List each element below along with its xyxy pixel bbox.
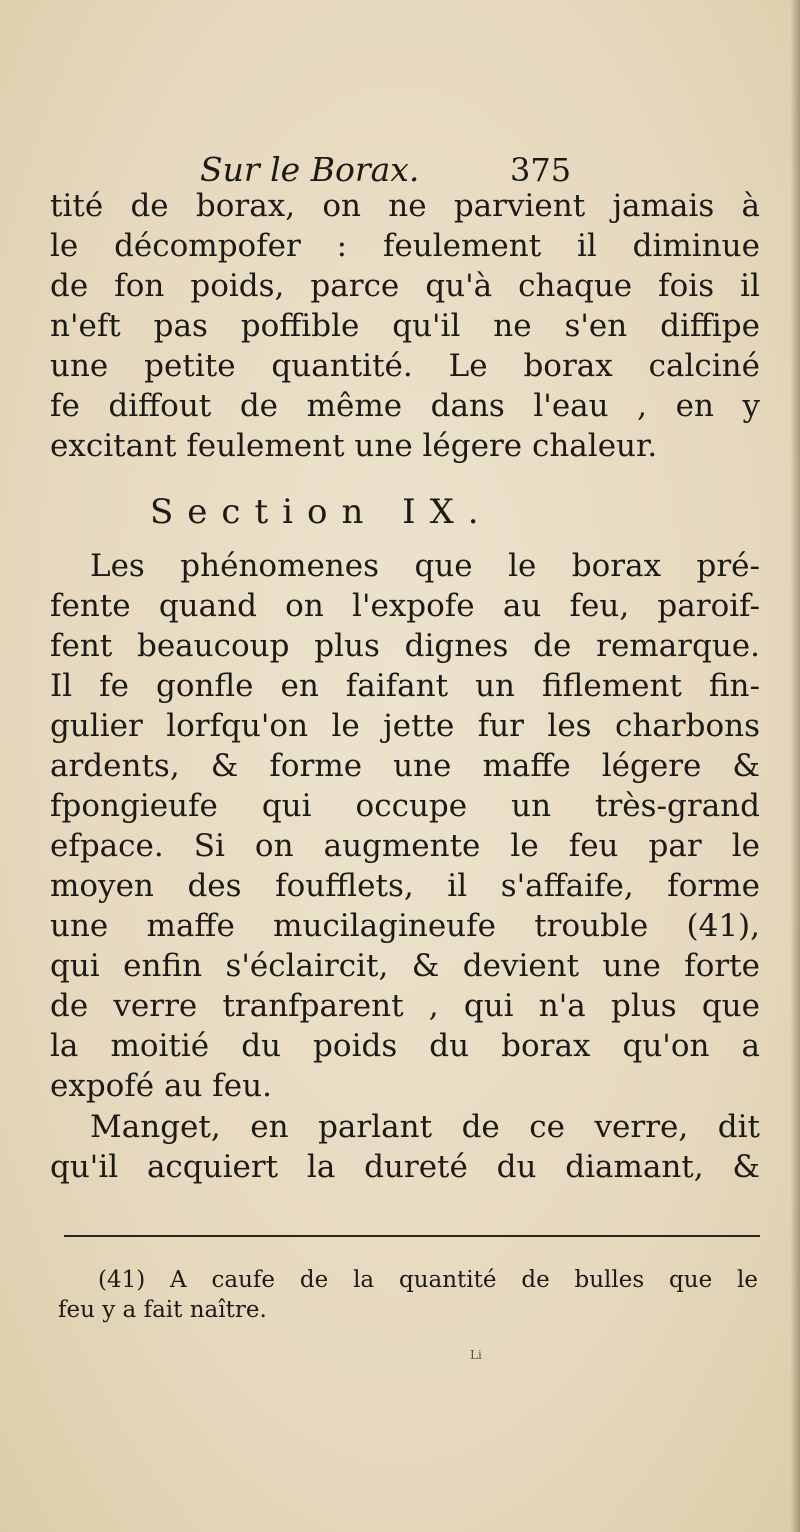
paragraph-1 [50,186,760,466]
text-line: de fon poids, parce qu'à chaque fois il [50,268,760,304]
footnote [58,1265,758,1325]
footnote-line: (41) A caufe de la quantité de bulles que le [98,1267,758,1293]
text-line: qu'il acquiert la dureté du diamant, & [50,1149,760,1185]
text-line: efpace. Si on augmente le feu par le [50,828,760,864]
text-line: moyen des foufflets, il s'affaife, forme [50,868,760,904]
text-line: le décompofer : feulement il diminue [50,228,760,264]
text-line: fent beaucoup plus dignes de remarque. [50,628,760,664]
text-line: une maffe mucilagineufe trouble (41), [50,908,760,944]
text-line: Il fe gonfle en faifant un fiflement fin- [50,668,760,704]
text-line: tité de borax, on ne parvient jamais à [50,188,760,224]
page-edge-shadow [790,0,800,1532]
text-line: Les phénomenes que le borax pré- [90,548,760,584]
text-line: fe diffout de même dans l'eau , en y [50,388,760,424]
paragraph-2 [50,546,760,1106]
text-line: la moitié du poids du borax qu'on a [50,1028,760,1064]
text-line: de verre tranfparent , qui n'a plus que [50,988,760,1024]
paragraph-3 [50,1107,760,1187]
running-title: Sur le Borax. [200,150,420,189]
page-number: 375 [510,151,572,189]
text-line: ardents, & forme une maffe légere & [50,748,760,784]
text-line: expofé au feu. [50,1068,272,1104]
text-line: n'eft pas poffible qu'il ne s'en diffipe [50,308,760,344]
footnote-rule [64,1235,760,1237]
text-line: fente quand on l'expofe au feu, paroif- [50,588,760,624]
signature-mark: Li [470,1348,482,1362]
text-line: gulier lorfqu'on le jette fur les charbons [50,708,760,744]
footnote-line: feu y a fait naître. [58,1297,267,1323]
text-line: fpongieufe qui occupe un très-grand [50,788,760,824]
text-line: Manget, en parlant de ce verre, dit [90,1109,760,1145]
text-line: qui enfin s'éclaircit, & devient une forte [50,948,760,984]
text-line: excitant feulement une légere chaleur. [50,428,658,464]
section-heading: Section IX. [150,492,493,532]
text-line: une petite quantité. Le borax calciné [50,348,760,384]
